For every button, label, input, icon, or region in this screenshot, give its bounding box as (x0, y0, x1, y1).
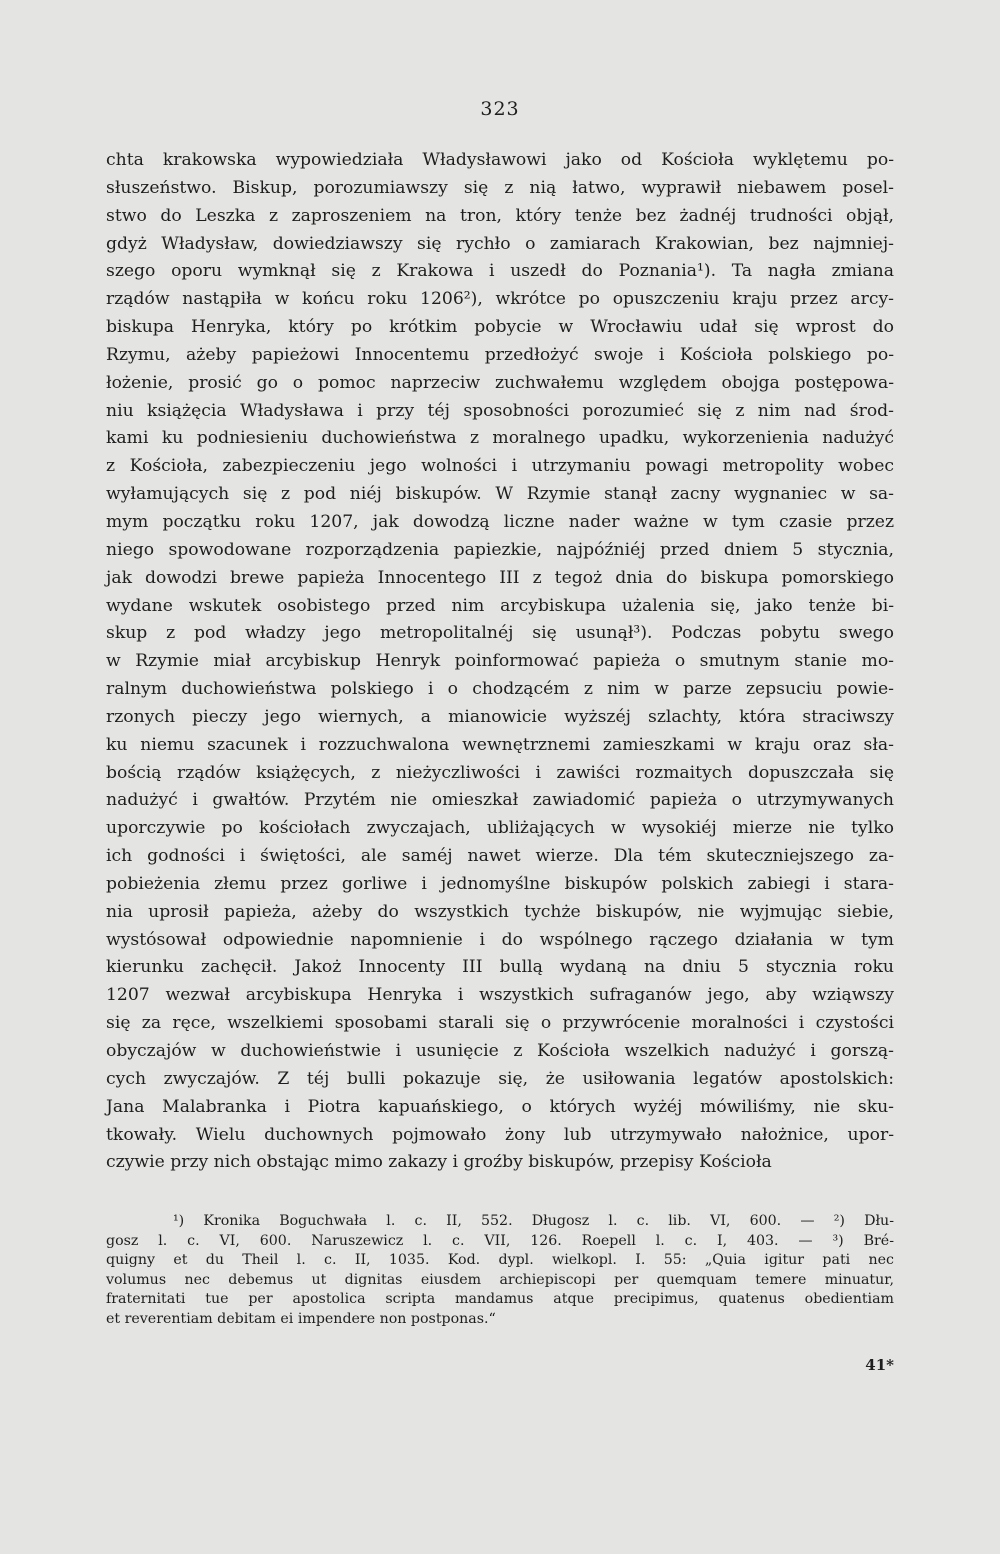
text-line: obyczajów w duchowieństwie i usunięcie z Kościoła wszelkich nadużyć i gorszą- (106, 1041, 894, 1061)
text-line: ralnym duchowieństwa polskiego i o chodzącém z nim w parze zepsuciu powie- (106, 679, 894, 700)
signature-mark: 41* (865, 1356, 894, 1374)
text-line: uporczywie po kościołach zwyczajach, ubliżających w wysokiéj mierze nie tylko (106, 818, 894, 839)
text-line: czywie przy nich obstając mimo zakazy i groźby biskupów, przepisy Kościoła (106, 1152, 772, 1173)
text-line: skup z pod władzy jego metropolitalnéj się usunął³). Podczas pobytu swego (106, 623, 894, 644)
text-line: gdyż Władysław, dowiedziawszy się rychło o zamiarach Krakowian, bez najmniej- (106, 233, 894, 254)
text-line: kierunku zachęcił. Jakoż Innocenty III bullą wydaną na dniu 5 stycznia roku (106, 957, 894, 978)
text-line: rządów nastąpiła w końcu roku 1206²), wkrótce po opuszczeniu kraju przez arcy- (106, 289, 894, 310)
text-line: rzonych pieczy jego wiernych, a mianowicie wyższéj szlachty, która straciwszy (106, 706, 894, 727)
text-line: niu książęcia Władysława i przy téj sposobności porozumieć się z nim nad środ- (106, 400, 894, 421)
body-text (106, 147, 894, 1177)
footnotes (106, 1212, 894, 1330)
text-line: szego oporu wymknął się z Krakowa i uszedł do Poznania¹). Ta nagła zmiana (106, 261, 894, 282)
text-line: bością rządów książęcych, z nieżyczliwości i zawiści rozmaitych dopuszczała się (106, 762, 894, 783)
page-number: 323 (480, 98, 520, 120)
text-line: się za ręce, wszelkiemi sposobami starali się o przywrócenie moralności i czystości (106, 1013, 894, 1034)
text-line: pobieżenia złemu przez gorliwe i jednomyślne biskupów polskich zabiegi i stara- (106, 873, 894, 894)
text-line: wyłamujących się z pod niéj biskupów. W Rzymie stanął zacny wygnaniec w sa- (106, 484, 894, 505)
text-line: niego spowodowane rozporządzenia papiezkie, najpóźniéj przed dniem 5 stycznia, (106, 539, 894, 560)
text-line: 1207 wezwał arcybiskupa Henryka i wszystkich sufraganów jego, aby wziąwszy (106, 985, 894, 1006)
text-line: cych zwyczajów. Z téj bulli pokazuje się, że usiłowania legatów apostolskich: (106, 1068, 894, 1089)
text-line: w Rzymie miał arcybiskup Henryk poinformować papieża o smutnym stanie mo- (106, 651, 894, 672)
text-line: Jana Malabranka i Piotra kapuańskiego, o których wyżéj mówiliśmy, nie sku- (106, 1096, 894, 1117)
text-line: słuszeństwo. Biskup, porozumiawszy się z nią łatwo, wyprawił niebawem posel- (106, 177, 894, 198)
footnote-line: ¹) Kronika Boguchwała l. c. II, 552. Długosz l. c. lib. VI, 600. — ²) Dłu- (173, 1213, 894, 1229)
text-line: jak dowodzi brewe papieża Innocentego III z tegoż dnia do biskupa pomorskiego (106, 567, 894, 588)
text-line: ich godności i świętości, ale saméj nawet wierze. Dla tém skuteczniejszego za- (106, 846, 894, 867)
footnote-line: gosz l. c. VI, 600. Naruszewicz l. c. VII, 126. Roepell l. c. I, 403. — ³) Bré- (106, 1232, 894, 1249)
text-line: nadużyć i gwałtów. Przytém nie omieszkał zawiadomić papieża o utrzymywanych (106, 790, 894, 811)
text-line: ku niemu szacunek i rozzuchwalona wewnętrznemi zamieszkami w kraju oraz sła- (106, 734, 894, 755)
text-line: chta krakowska wypowiedziała Władysławowi jako od Kościoła wyklętemu po- (106, 150, 894, 170)
text-line: wystósował odpowiednie napomnienie i do wspólnego rączego działania w tym (106, 929, 894, 950)
text-line: nia uprosił papieża, ażeby do wszystkich tychże biskupów, nie wyjmując siebie, (106, 901, 894, 922)
footnote-line: et reverentiam debitam ei impendere non postponas.“ (106, 1310, 496, 1327)
text-line: biskupa Henryka, który po krótkim pobycie w Wrocławiu udał się wprost do (106, 317, 894, 338)
footnote-line: quigny et du Theil l. c. II, 1035. Kod. dypl. wielkopl. I. 55: „Quia igitur pati nec (106, 1252, 894, 1269)
text-line: Rzymu, ażeby papieżowi Innocentemu przedłożyć swoje i Kościoła polskiego po- (106, 344, 894, 365)
text-line: tkowały. Wielu duchownych pojmowało żony lub utrzymywało nałożnice, upor- (106, 1124, 894, 1145)
text-line: z Kościoła, zabezpieczeniu jego wolności i utrzymaniu powagi metropolity wobec (106, 456, 894, 477)
text-line: łożenie, prosić go o pomoc naprzeciw zuchwałemu względem obojga postępowa- (106, 372, 894, 393)
text-line: stwo do Leszka z zaproszeniem na tron, który tenże bez żadnéj trudności objął, (106, 205, 894, 226)
text-line: kami ku podniesieniu duchowieństwa z moralnego upadku, wykorzenienia nadużyć (106, 428, 894, 449)
footnote-line: volumus nec debemus ut dignitas eiusdem archiepiscopi per quemquam temere minuatur, (106, 1271, 894, 1288)
text-line: mym początku roku 1207, jak dowodzą liczne nader ważne w tym czasie przez (106, 511, 894, 532)
footnote-line: fraternitati tue per apostolica scripta mandamus atque precipimus, quatenus obedientiam (106, 1291, 894, 1308)
text-line: wydane wskutek osobistego przed nim arcybiskupa użalenia się, jako tenże bi- (106, 595, 894, 616)
